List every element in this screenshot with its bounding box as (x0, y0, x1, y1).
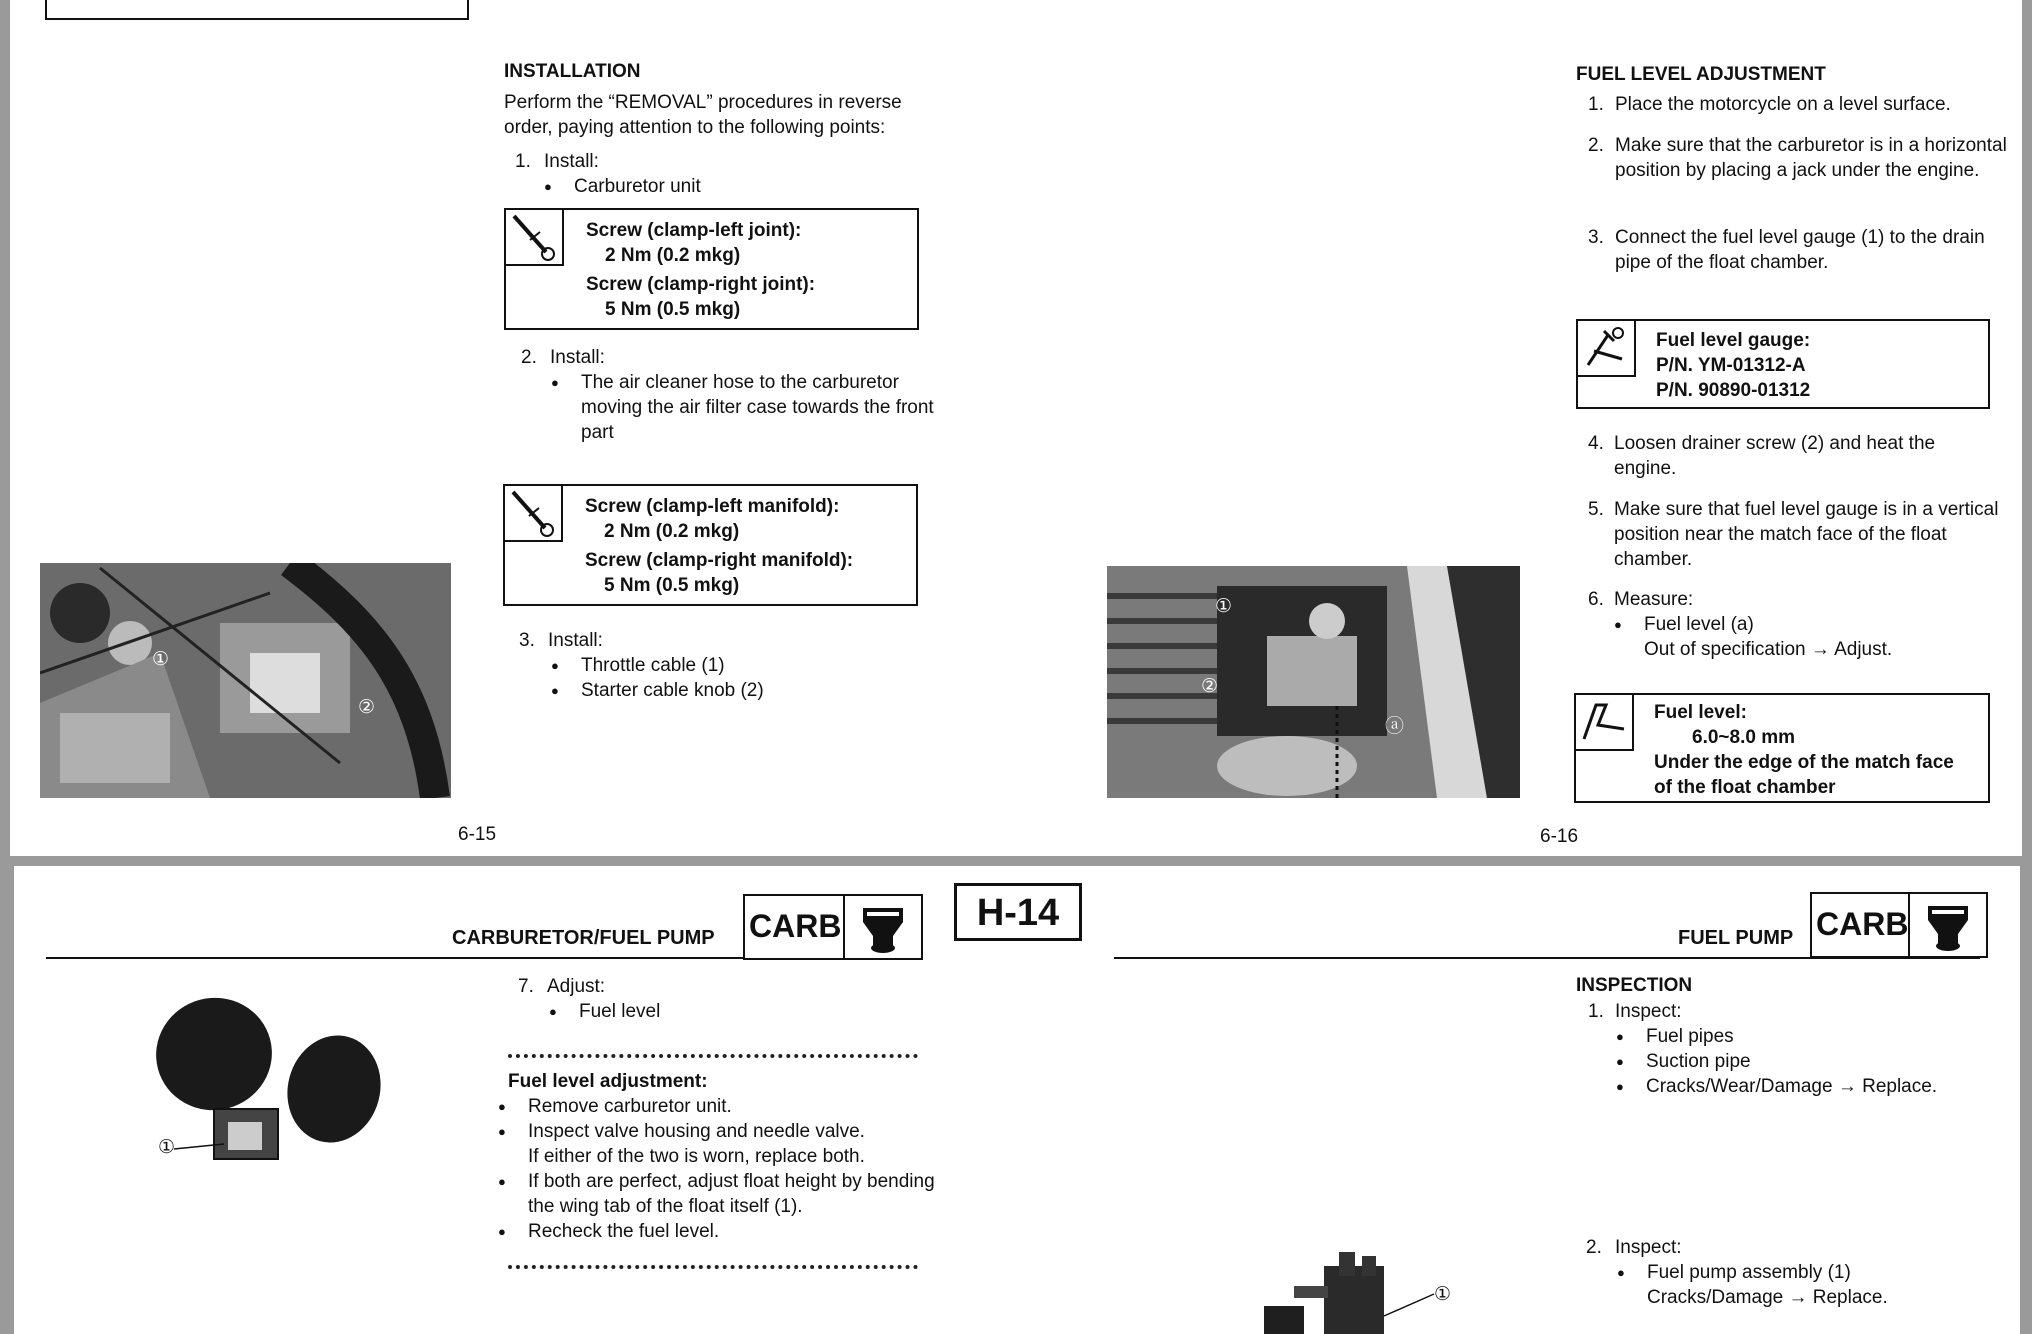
step2-label: Install: (550, 347, 605, 368)
step2-number: 2. (521, 347, 537, 368)
adj-item3-line1: ● If both are perfect, adjust float height by bending (528, 1169, 935, 1194)
insp1-item1: ● Fuel pipes (1646, 1024, 1734, 1049)
gauge-line1: Fuel level gauge: (1656, 330, 1811, 351)
bottom-manual-page (14, 866, 2020, 1334)
insp2-note: Cracks/Damage → Replace. (1647, 1287, 1888, 1308)
torque2-line3: Screw (clamp-right manifold): (585, 550, 854, 571)
torque1-line4: 5 Nm (0.5 mkg) (605, 299, 741, 320)
fuel-level-adjustment-heading: FUEL LEVEL ADJUSTMENT (1576, 64, 1826, 85)
insp2-item: ● Fuel pump assembly (1) (1647, 1260, 1851, 1285)
caliper-icon (1576, 695, 1634, 751)
step1-number: 1. (515, 151, 531, 172)
h14-page-badge (954, 883, 1082, 941)
torque2-line4: 5 Nm (0.5 mkg) (604, 575, 740, 596)
torque1-line3: Screw (clamp-right joint): (586, 274, 816, 295)
fuel-spec-line2: 6.0~8.0 mm (1692, 727, 1795, 748)
fla-step1: Place the motorcycle on a level surface. (1615, 94, 1951, 115)
adj-item2-line2: If either of the two is worn, replace both. (528, 1146, 865, 1167)
step1-item: ● Carburetor unit (574, 174, 701, 199)
fla-step5-number: 5. (1588, 499, 1604, 520)
step3-item2: ● Starter cable knob (2) (581, 678, 764, 703)
fuel-level-spec-box (1574, 693, 1990, 803)
fla-step5-line1: Make sure that fuel level gauge is in a vertical (1614, 499, 1999, 520)
figure-box-partial (45, 0, 469, 20)
photo-callout-2: ② (358, 697, 376, 718)
fla-step2-number: 2. (1588, 135, 1604, 156)
carb-label-right: CARB (1816, 906, 1909, 942)
fla-step6-note: Out of specification → Adjust. (1644, 639, 1893, 660)
fla-step2-line1: Make sure that the carburetor is in a horizontal (1615, 135, 2007, 156)
insp2-label: Inspect: (1615, 1237, 1682, 1258)
carburetor-symbol-icon (843, 896, 921, 958)
step7-item: ● Fuel level (579, 999, 660, 1024)
insp1-item2: ● Suction pipe (1646, 1049, 1751, 1074)
fla-step6-number: 6. (1588, 589, 1604, 610)
special-tool-icon (1578, 321, 1636, 377)
adj-item3-line2: the wing tab of the float itself (1). (528, 1196, 803, 1217)
torque2-line2: 2 Nm (0.2 mkg) (604, 521, 740, 542)
insp2-number: 2. (1586, 1237, 1602, 1258)
torque2-line1: Screw (clamp-left manifold): (585, 496, 840, 517)
photo2-callout-2: ② (1201, 676, 1219, 697)
fla-step1-number: 1. (1588, 94, 1604, 115)
carb-label-left: CARB (749, 908, 842, 944)
page-number-6-16: 6-16 (1540, 826, 1579, 847)
step3-item1: ● Throttle cable (1) (581, 653, 725, 678)
fuel-spec-line4: of the float chamber (1654, 777, 1836, 798)
step7-number: 7. (518, 976, 534, 997)
fuel-spec-line1: Fuel level: (1654, 702, 1747, 723)
fla-step3-number: 3. (1588, 227, 1604, 248)
fla-step5-line2: position near the match face of the float (1614, 524, 1947, 545)
fla-step2-line2: position by placing a jack under the engine. (1615, 160, 1980, 181)
torque1-line1: Screw (clamp-left joint): (586, 220, 802, 241)
h14-label: H-14 (976, 892, 1060, 934)
fuel-level-adjustment-subheading: Fuel level adjustment: (508, 1071, 708, 1092)
fla-step6-item: ● Fuel level (a) (1644, 612, 1754, 637)
insp1-number: 1. (1588, 1001, 1604, 1022)
intro-line-1: Perform the “REMOVAL” procedures in reverse (504, 92, 902, 113)
step3-number: 3. (519, 630, 535, 651)
float-callout-1: ① (158, 1137, 176, 1158)
top-manual-page (10, 0, 2022, 856)
adj-item4: ● Recheck the fuel level. (528, 1219, 719, 1244)
step1-label: Install: (544, 151, 599, 172)
step2-item-line2: moving the air filter case towards the front (581, 397, 934, 418)
installation-heading: INSTALLATION (504, 61, 641, 82)
fuel-spec-line3: Under the edge of the match face (1654, 752, 1954, 773)
torque-spec-box-2 (503, 484, 918, 606)
step7-label: Adjust: (547, 976, 606, 997)
torque-wrench-icon (505, 486, 563, 542)
section-title-carburetor-fuel-pump: CARBURETOR/FUEL PUMP (452, 927, 715, 949)
photo2-callout-1: ① (1215, 596, 1233, 617)
step2-item-line3: part (581, 422, 614, 443)
step2-item-line1: ● The air cleaner hose to the carburetor (581, 370, 899, 395)
insp1-item3: ● Cracks/Wear/Damage → Replace. (1646, 1074, 1937, 1099)
fla-step4-line1: Loosen drainer screw (2) and heat the (1614, 433, 1936, 454)
dotted-separator-top (508, 1054, 918, 1058)
fla-step5-line3: chamber. (1614, 549, 1693, 570)
section-title-fuel-pump: FUEL PUMP (1678, 927, 1794, 949)
fuel-level-gauge-tool-box (1576, 319, 1990, 409)
gauge-line2: P/N. YM-01312-A (1656, 355, 1806, 376)
fla-step3-line2: pipe of the float chamber. (1615, 252, 1829, 273)
carb-badge-right (1810, 892, 1988, 958)
torque-wrench-icon (506, 210, 564, 266)
header-rule-left (46, 957, 754, 959)
dotted-separator-bottom (508, 1265, 918, 1269)
step3-label: Install: (548, 630, 603, 651)
fla-step3-line1: Connect the fuel level gauge (1) to the drain (1615, 227, 1985, 248)
fuel-pump-illustration (1234, 1246, 1464, 1334)
carburetor-symbol-icon (1908, 894, 1986, 956)
inspection-heading: INSPECTION (1576, 975, 1693, 996)
adj-item1: ● Remove carburetor unit. (528, 1094, 732, 1119)
fla-step4-number: 4. (1588, 433, 1604, 454)
gauge-line3: P/N. 90890-01312 (1656, 380, 1811, 401)
intro-line-2: order, paying attention to the following points: (504, 117, 886, 138)
torque1-line2: 2 Nm (0.2 mkg) (605, 245, 741, 266)
fuel-gauge-measure-photo (1107, 566, 1520, 798)
photo2-callout-a: ⓐ (1385, 716, 1405, 737)
fla-step4-line2: engine. (1614, 458, 1677, 479)
fla-step6-label: Measure: (1614, 589, 1694, 610)
adj-item2-line1: ● Inspect valve housing and needle valve. (528, 1119, 865, 1144)
carburetor-install-photo (40, 563, 451, 798)
carb-badge-left (743, 894, 923, 960)
pump-callout-1: ① (1434, 1284, 1452, 1305)
insp1-label: Inspect: (1615, 1001, 1682, 1022)
page-number-6-15: 6-15 (458, 824, 497, 845)
photo-callout-1: ① (152, 649, 170, 670)
torque-spec-box-1 (504, 208, 919, 330)
float-illustration (144, 994, 404, 1194)
